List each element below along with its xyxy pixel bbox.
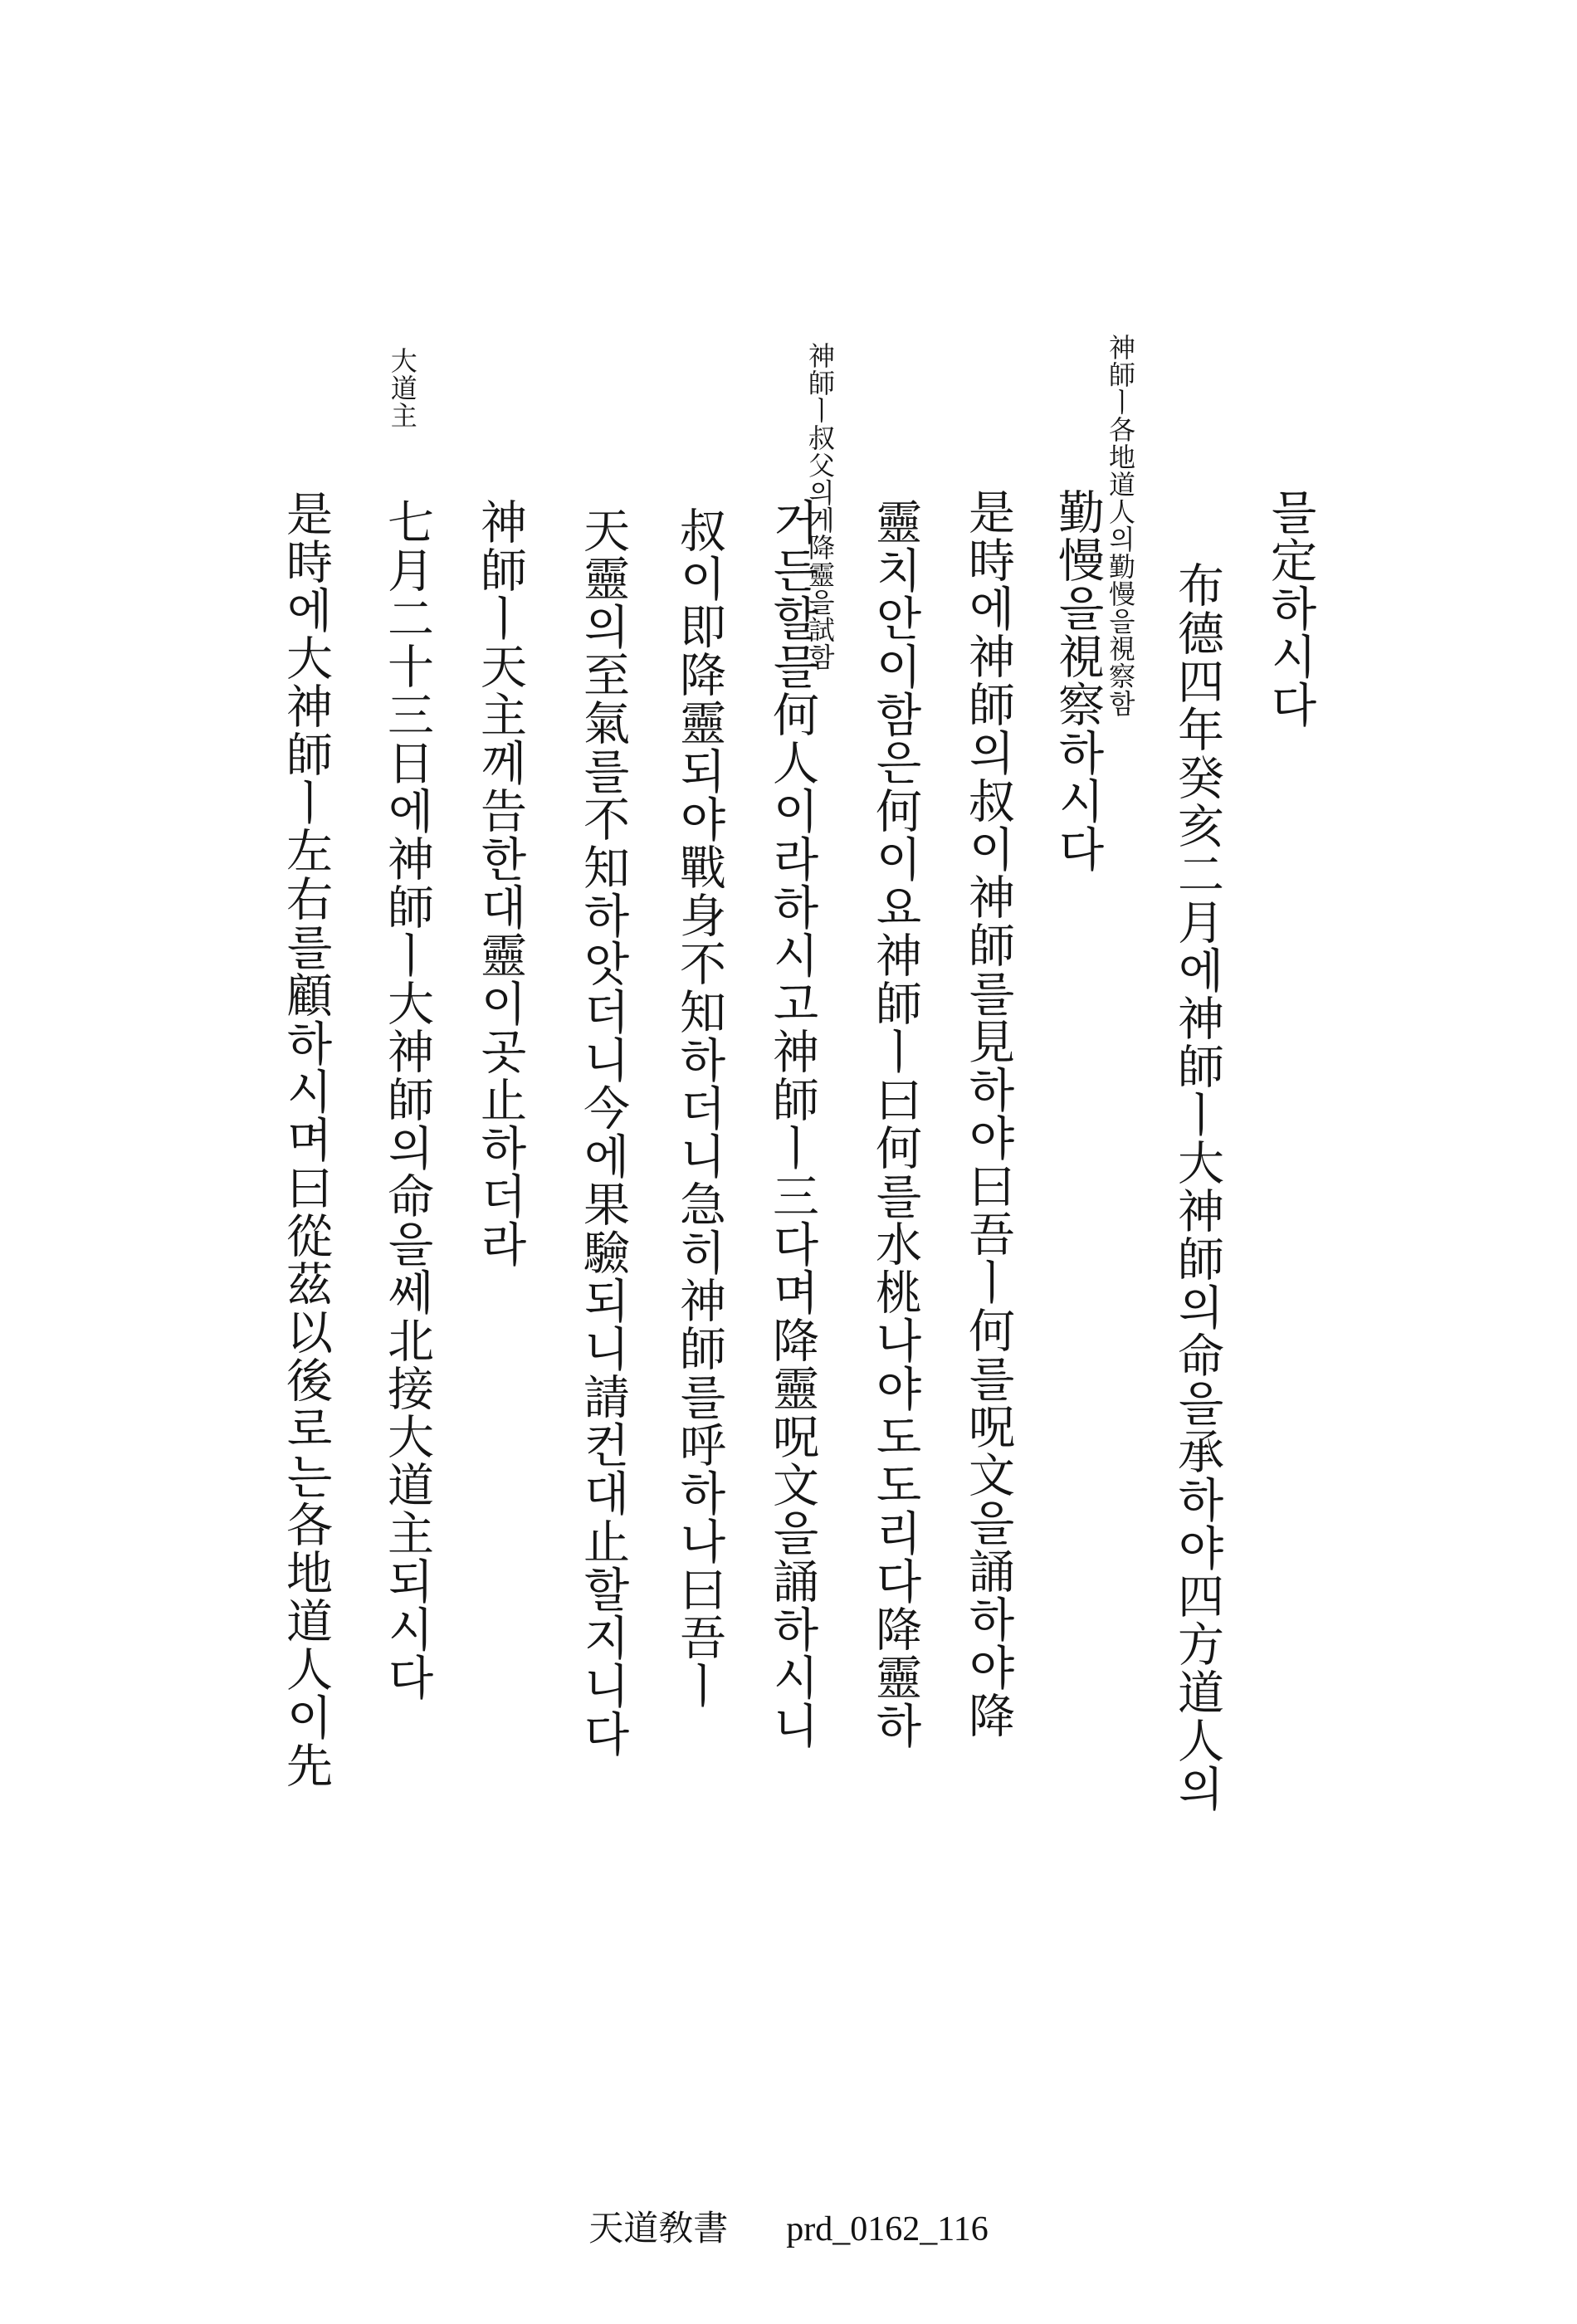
page-footer (0, 2201, 1577, 2251)
text-column-9: 神師ㅣ天主께告한대靈이곳止하더라 (473, 498, 527, 1268)
text-column-2: 布德四年癸亥二月에神師ㅣ大神師의命을承하야四方道人의 (1170, 561, 1224, 1813)
text-column-5: 靈치안이함은何이요神師ㅣ曰何를水桃나야도도리다降靈하 (868, 498, 922, 1750)
text-column-3: 勤慢을視察하시다 (1051, 488, 1105, 873)
text-column-6: 거든할믈何人이라하시고神師ㅣ三다며降靈呪文을誦하시니 (765, 498, 819, 1750)
text-column-1: 믈定하시다 (1263, 488, 1317, 729)
footer-collection-title: 天道敎書 (588, 2210, 729, 2248)
text-column-10: 七月二十三日에神師ㅣ大神師의命을쎄北接大道主되시다 (380, 498, 434, 1702)
margin-note-1: 神師ㅣ各地道人의勤慢을視察함 (1105, 334, 1136, 717)
text-column-11: 是時에大神師ㅣ左右를顧하시며曰從茲以後로는各地道人이先 (279, 490, 333, 1789)
margin-note-3: 大道主 (386, 347, 418, 429)
text-column-8: 天靈의至氣를不知하앗더니今에果驗되니請컨대止할지니다 (576, 506, 630, 1758)
text-column-7: 叔이即降靈되야戰身不知하더니急히神師를呼하나曰吾ㅣ (672, 506, 726, 1710)
text-column-4: 是時에神師의叔이神師를見하야曰吾ㅣ何를呪文을誦하야降 (961, 488, 1015, 1740)
margin-note-2: 神師ㅣ叔父의게降靈을試함 (804, 342, 836, 671)
footer-page-id: prd_0162_116 (786, 2210, 989, 2248)
